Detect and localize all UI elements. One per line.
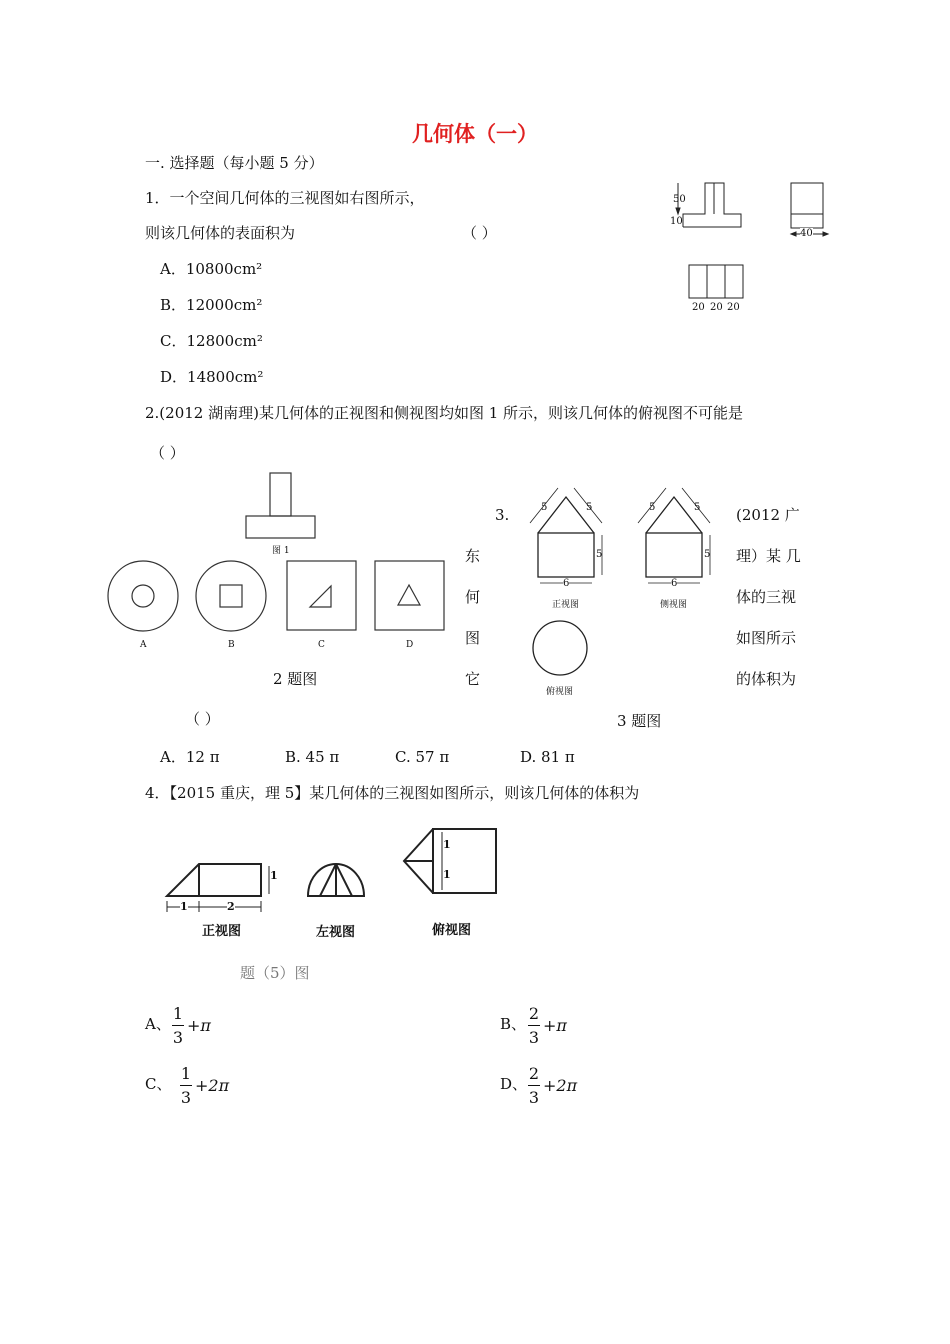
- q4-option-b-numerator: 2: [528, 1004, 540, 1023]
- q4-option-c-denominator: 3: [180, 1088, 192, 1107]
- q4-option-c-prefix: C、: [145, 1075, 172, 1093]
- q4-option-b-fraction-bar: [528, 1025, 540, 1026]
- q3-figure-caption: 3 题图: [617, 712, 662, 730]
- q3-right-row2: 体的三视: [736, 588, 797, 606]
- q2-figure-caption: 2 题图: [273, 670, 318, 688]
- q4-left-label: 左视图: [316, 925, 356, 940]
- q3-number: 3.: [495, 506, 510, 524]
- q3-front-label: 正视图: [552, 600, 580, 610]
- q2-fig1-caption: 图 1: [272, 546, 290, 556]
- q4-option-d-prefix: D、: [500, 1075, 528, 1093]
- q4-option-d-tail: +2π: [543, 1076, 578, 1095]
- q3-left-row2: 何: [465, 588, 481, 606]
- q4-dim-1-base: 1: [180, 900, 188, 913]
- q1-dim-20-c: 20: [727, 302, 740, 313]
- q4-option-b-denominator: 3: [528, 1028, 540, 1047]
- q1-dim-10: 10: [670, 216, 683, 227]
- q2-label-a: A: [140, 640, 147, 650]
- q2-label-c: C: [318, 640, 325, 650]
- q4-option-d-fraction-bar: [528, 1085, 540, 1086]
- q4-front-label: 正视图: [202, 924, 242, 939]
- q1-answer-blank: （ ）: [462, 224, 497, 242]
- q2-text-line1: 2.(2012 湖南理)某几何体的正视图和侧视图均如图 1 所示，则该几何体的俯视图不可能是: [145, 404, 744, 422]
- q3-left-row1: 东: [465, 547, 481, 565]
- q3-dim-6-side: 6: [671, 578, 678, 589]
- q3-dim-5-front-height: 5: [596, 549, 603, 560]
- q3-option-d: D. 81 π: [520, 748, 575, 766]
- q3-right-row0: (2012 广: [736, 506, 800, 524]
- q4-figure-caption: 题（5）图: [240, 964, 310, 982]
- q3-left-row4: 它: [465, 670, 481, 688]
- q1-option-c: C．12800cm²: [160, 332, 263, 350]
- q1-text-line1: 1．一个空间几何体的三视图如右图所示，: [145, 189, 425, 207]
- q3-dim-5-front-right: 5: [586, 502, 593, 513]
- q1-option-a: A．10800cm²: [160, 260, 263, 278]
- page-title: 几何体（一）: [412, 121, 538, 146]
- q3-right-row4: 的体积为: [736, 670, 797, 688]
- q1-dim-50: 50: [673, 194, 686, 205]
- q3-side-label: 侧视图: [660, 600, 688, 610]
- q3-dim-5-side-left: 5: [649, 502, 656, 513]
- q3-option-a: A．12 π: [160, 748, 220, 766]
- q3-top-label: 俯视图: [546, 687, 574, 697]
- q3-dim-5-side-right: 5: [694, 502, 701, 513]
- q3-right-row1: 理）某 几: [736, 547, 801, 565]
- q4-option-a-numerator: 1: [172, 1004, 184, 1023]
- q4-option-a-prefix: A、: [145, 1015, 171, 1033]
- q1-dim-20-b: 20: [710, 302, 723, 313]
- q2-answer-blank: （ ）: [150, 444, 185, 462]
- q1-text-line2: 则该几何体的表面积为: [145, 224, 296, 242]
- q3-dim-6-front: 6: [563, 578, 570, 589]
- q3-dim-5-side-height: 5: [704, 549, 711, 560]
- q1-option-b: B．12000cm²: [160, 296, 263, 314]
- q4-text-line1: 4．【2015 重庆，理 5】某几何体的三视图如图所示，则该几何体的体积为: [145, 784, 640, 802]
- q4-option-c-fraction-bar: [180, 1085, 192, 1086]
- q3-option-b: B. 45 π: [285, 748, 340, 766]
- q3-answer-blank: （ ）: [185, 710, 220, 728]
- q4-option-d-denominator: 3: [528, 1088, 540, 1107]
- q4-option-c-tail: +2π: [195, 1076, 230, 1095]
- q4-front-view: [167, 864, 261, 896]
- q4-option-a-fraction-bar: [172, 1025, 184, 1026]
- q1-dim-40: 40: [800, 228, 813, 239]
- q1-option-d: D．14800cm²: [160, 368, 264, 386]
- section-heading: 一. 选择题（每小题 5 分）: [145, 154, 324, 172]
- q4-option-b-tail: +π: [543, 1016, 567, 1035]
- q4-dim-2-base: 2: [227, 900, 235, 913]
- q4-dim-1-top-upper: 1: [443, 838, 451, 851]
- q4-option-b-prefix: B、: [500, 1015, 527, 1033]
- q3-dim-5-front-left: 5: [541, 502, 548, 513]
- q3-option-c: C. 57 π: [395, 748, 450, 766]
- q4-dim-1-front: 1: [270, 869, 278, 882]
- q3-right-row3: 如图所示: [736, 629, 797, 647]
- q1-dim-20-a: 20: [692, 302, 705, 313]
- q2-label-d: D: [406, 640, 414, 650]
- q4-top-label: 俯视图: [432, 923, 472, 938]
- q4-option-a-denominator: 3: [172, 1028, 184, 1047]
- q4-option-a-tail: +π: [187, 1016, 211, 1035]
- q4-option-d-numerator: 2: [528, 1064, 540, 1083]
- q4-dim-1-top-lower: 1: [443, 868, 451, 881]
- q4-option-c-numerator: 1: [180, 1064, 192, 1083]
- q3-left-row3: 图: [465, 629, 481, 647]
- q2-label-b: B: [228, 640, 235, 650]
